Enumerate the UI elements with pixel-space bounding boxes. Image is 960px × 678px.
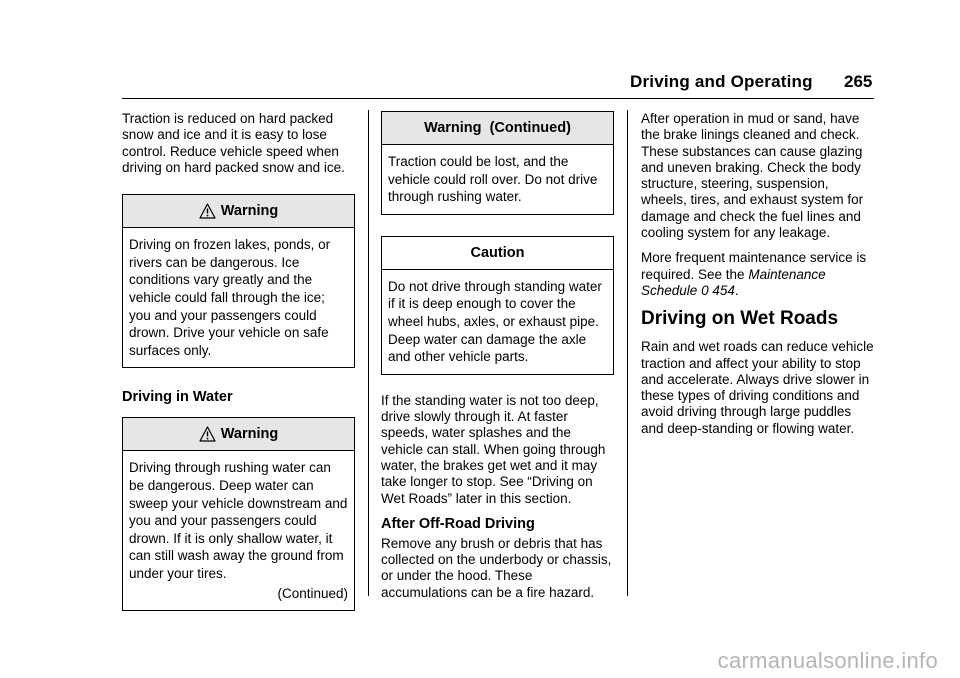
warning-icon — [199, 426, 216, 442]
warning-title: Warning (Continued) — [424, 120, 571, 136]
column-3 — [641, 111, 874, 446]
caution-body: Do not drive through standing water if it is deep enough to cover the wheel hubs, axles, or exhaust pipe. Deep water can damage the axle and other vehicle parts. — [388, 278, 602, 365]
warning-title: Warning — [220, 426, 279, 443]
column-divider-left — [368, 110, 369, 596]
page-reference: 0 454 — [701, 282, 735, 298]
warning-text: Driving through rushing water can be dangerous. Deep water can sweep your vehicle downstream and you and your passengers could drown. If it is only shallow water, it can still wash away the ground from under your tires. — [129, 460, 348, 581]
maintenance-paragraph — [641, 250, 874, 299]
warning-body — [123, 451, 354, 610]
caution-box — [381, 236, 614, 375]
mud-sand-paragraph: After operation in mud or sand, have the brake linings cleaned and check. These substances can cause glazing and uneven braking. Check the body structure, steering, suspension, wheels, tires, and exhaust system for damage and check the fuel lines and cooling system for any leakage. — [641, 111, 864, 241]
maintenance-period: . — [734, 282, 739, 298]
warning-box-ice — [122, 194, 355, 368]
column-2 — [381, 111, 614, 610]
watermark: carmanualsonline.info — [717, 648, 938, 673]
warning-box-water — [122, 417, 355, 611]
standing-water-paragraph: If the standing water is not too deep, drive slowly through it. At faster speeds, water splashes and the vehicle can stall. When going through water, the brakes get wet and it may take longer to stop. See “Driving on Wet Roads” later in this section. — [381, 392, 606, 506]
caution-box-header — [382, 237, 613, 270]
warning-title: Warning — [220, 203, 279, 220]
column-1 — [122, 111, 355, 632]
heading-driving-on-wet-roads: Driving on Wet Roads — [641, 308, 839, 330]
warning-box-header — [123, 418, 354, 451]
intro-paragraph: Traction is reduced on hard packed snow and ice and it is easy to lose control. Reduce vehicle speed when driving on hard packed snow and ice. — [122, 111, 345, 175]
section-title: Driving and Operating — [630, 72, 813, 91]
warning-box-header — [123, 195, 354, 228]
wet-roads-paragraph: Rain and wet roads can reduce vehicle traction and affect your ability to stop and accelerate. Always drive slower in these types of driving conditions and avoid driving through large puddles and deep-standing or flowing water. — [641, 339, 874, 436]
warning-body: Traction could be lost, and the vehicle could roll over. Do not drive through rushing water. — [388, 154, 598, 205]
heading-driving-in-water: Driving in Water — [122, 389, 233, 406]
continued-label: (Continued) — [277, 585, 348, 601]
column-divider-right — [627, 110, 628, 596]
maintenance-text: More frequent maintenance service is required. See the — [641, 250, 867, 282]
page-number: 265 — [844, 72, 873, 91]
warning-box-header — [382, 112, 613, 145]
maintenance-schedule-link[interactable]: Maintenance Schedule — [641, 266, 826, 298]
heading-after-off-road: After Off-Road Driving — [381, 515, 535, 532]
warning-icon — [199, 203, 216, 219]
off-road-paragraph: Remove any brush or debris that has collected on the underbody or chassis, or under the hood. These accumulations can be a fire hazard. — [381, 535, 612, 600]
warning-body: Driving on frozen lakes, ponds, or rivers can be dangerous. Ice conditions vary greatly and the vehicle could fall through the ice; you and your passengers could drown. Drive your vehicle on safe surfaces only. — [129, 237, 331, 358]
header-rule — [122, 98, 874, 99]
caution-title: Caution — [470, 244, 525, 261]
warning-box-continued — [381, 111, 614, 215]
